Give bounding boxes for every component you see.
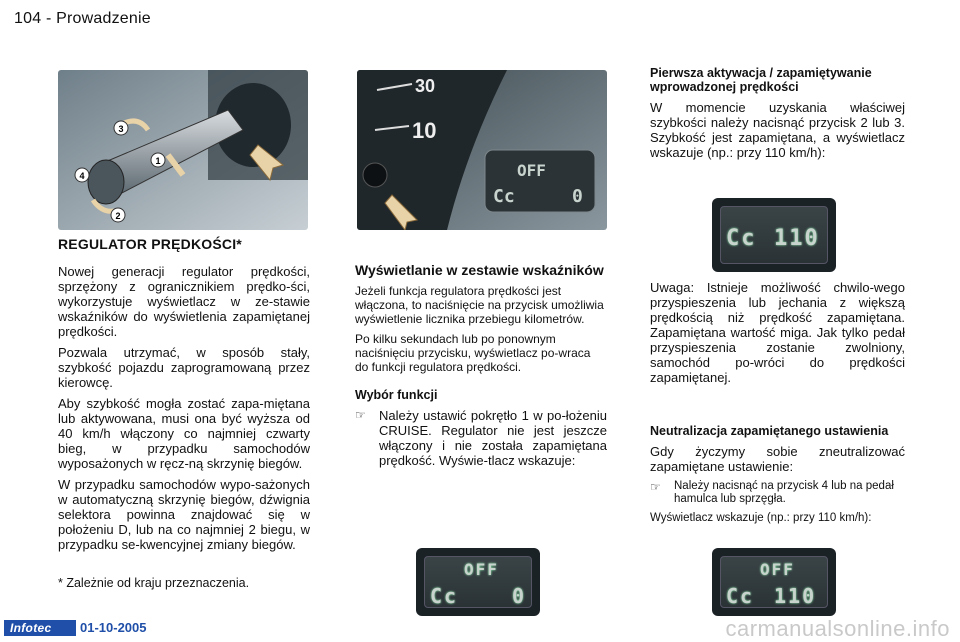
paragraph: Nowej generacji regulator prędkości, sprzężony z ogranicznikiem prędko-ści, wykorzystuje wyświetlacz w ze-stawie wskaźników do wyświetlenia zapamiętanej prędkości. <box>58 264 310 339</box>
paragraph: Po kilku sekundach lub po ponownym naciśnięciu przycisku, wyświetlacz po-wraca do funkcji regulatora prędkości. <box>355 332 591 374</box>
right-column <box>650 66 905 166</box>
display-off-text: OFF <box>760 560 795 579</box>
paragraph: W momencie uzyskania właściwej szybkości należy nacisnąć przycisk 2 lub 3. Szybkość jest zapamiętana, a wyświetlacz wskazuje (np.: przy 110 km/h): <box>650 100 905 160</box>
display-caption: Wyświetlacz wskazuje (np.: przy 110 km/h): <box>650 512 872 524</box>
display-zero-text: 0 <box>512 584 527 608</box>
paragraph: Pozwala utrzymać, w sposób stały, szybkość pojazdu zaprogramowaną przez kierowcę. <box>58 345 310 390</box>
display-speed-text: 110 <box>774 226 820 251</box>
gauge-label-10: 10 <box>412 118 437 143</box>
watermark: carmanualsonline.info <box>725 616 950 641</box>
instrument-cluster-photo <box>357 70 607 230</box>
gauge-label-30: 30 <box>415 76 436 96</box>
paragraph: W przypadku samochodów wypo-sażonych w automatyczną skrzynię biegów, dźwignia selektora powinna znajdować się w położeniu D, lub na co najmniej 2 biegu, w przypadku se-kwencyjnej zmiany biegów. <box>58 477 310 552</box>
display-cc-text: Cc <box>430 584 459 608</box>
infotec-logo: Infotec <box>4 620 76 636</box>
display-off-cc-110 <box>712 548 836 616</box>
paragraph: Aby szybkość mogła zostać zapa-miętana lub aktywowana, musi ona być wyższa od 40 km/h włączony co najmniej czwarty bieg, w przypadku samochodów wyposażonych w ręcz-ną skrzynię biegów. <box>58 396 310 471</box>
bullet-text: Należy nacisnąć na przycisk 4 lub na pedał hamulca lub sprzęgła. <box>674 480 894 505</box>
note-text: Uwaga: Istnieje możliwość chwilo-wego przyspieszenia lub jechania z większą prędkością niż prędkość zapamiętana. Zapamiętana wartość miga. Jak tylko pedał przyspieszenia zostanie zwolniony, samochód po-wróci do prędkości zapamiętanej. <box>650 280 905 385</box>
cluster-cc-text: Cc <box>493 186 515 207</box>
note-block <box>650 280 905 391</box>
left-column <box>58 236 310 558</box>
cluster-zero-text: 0 <box>572 186 583 207</box>
paragraph: Gdy życzymy sobie zneutralizować zapamiętane ustawienie: <box>650 444 905 474</box>
display-cc-text: Cc <box>726 584 755 608</box>
cruise-stalk-photo <box>58 70 308 230</box>
callout-3: 3 <box>118 124 124 134</box>
display-cc-110 <box>712 198 836 272</box>
neutralize-block <box>650 424 905 525</box>
display-off-text: OFF <box>464 560 499 579</box>
section-heading-neutralize: Neutralizacja zapamiętanego ustawienia <box>650 424 889 438</box>
section-heading-display: Wyświetlanie w zestawie wskaźników <box>355 262 604 278</box>
section-heading-cruise-control: REGULATOR PRĘDKOŚCI* <box>58 236 242 252</box>
display-speed-text: 110 <box>774 584 817 608</box>
middle-column <box>355 262 607 474</box>
pointing-hand-icon: ☞ <box>650 480 661 494</box>
display-off-cc-0 <box>416 548 540 616</box>
paragraph: Jeżeli funkcja regulatora prędkości jest włączona, to naciśnięcie na przycisk umożliwia wyświetlenie licznika przebiegu kilometrów. <box>355 284 604 326</box>
page-header: 104 - Prowadzenie <box>14 10 151 27</box>
callout-2: 2 <box>115 211 121 221</box>
callout-1: 1 <box>155 156 161 166</box>
footnote: * Zależnie od kraju przeznaczenia. <box>58 576 250 590</box>
display-cc-text: Cc <box>726 226 757 251</box>
instruction-bullet <box>355 408 607 468</box>
instruction-bullet <box>650 480 905 506</box>
subheading-function-select: Wybór funkcji <box>355 388 438 402</box>
cluster-off-text: OFF <box>517 161 546 180</box>
callout-4: 4 <box>79 171 85 181</box>
pointing-hand-icon: ☞ <box>355 408 366 422</box>
bullet-text: Należy ustawić pokrętło 1 w po-łożeniu CRUISE. Regulator nie jest jeszcze włączony i nie została zapamiętana prędkość. Wyświe-tlacz wskazuje: <box>379 408 607 468</box>
footer-date: 01-10-2005 <box>80 620 147 635</box>
section-heading-first-activation: Pierwsza aktywacja / zapamiętywanie wprowadzonej prędkości <box>650 66 872 94</box>
